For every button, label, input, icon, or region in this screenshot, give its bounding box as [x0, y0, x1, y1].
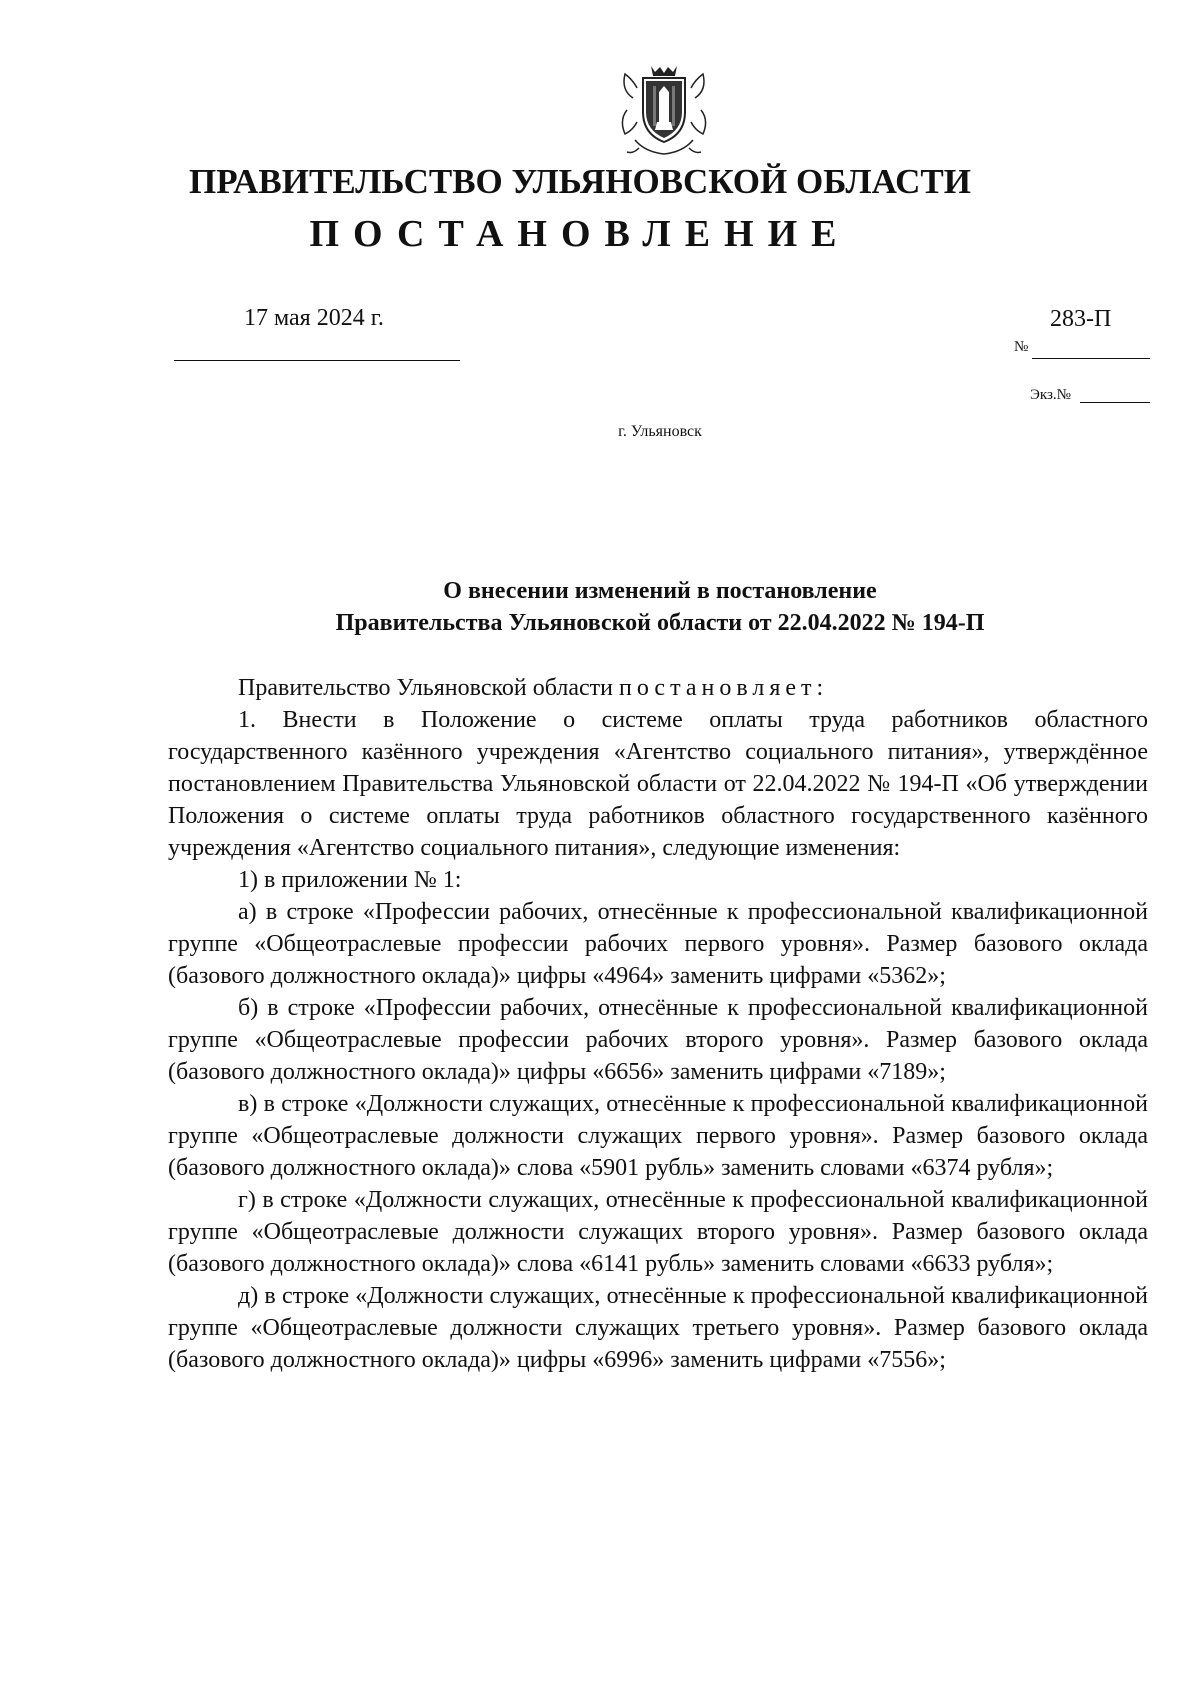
copy-number-underline — [1080, 402, 1150, 403]
subject-line-2: Правительства Ульяновской области от 22.04.2022 № 194-П — [335, 610, 985, 636]
document-subject — [60, 575, 1200, 639]
paragraph-1: 1. Внести в Положение о системе оплаты труда работников областного государственного казённого учреждения «Агентство социального питания», утверждённое постановлением Правительства Ульяновской области от 22.04.2022 № 194-П «Об утверждении Положения о системе оплаты труда работников областного государственного казённого учреждения «Агентство социального питания», следующие изменения: — [168, 707, 1148, 861]
number-underline — [1032, 358, 1150, 359]
paragraph-a: а) в строке «Профессии рабочих, отнесённые к профессиональной квалификационной группе «Общеотраслевые профессии рабочих первого уровня». Размер базового оклада (базового должностного оклада)» цифры «4964» заменить цифрами «5362»; — [168, 899, 1148, 989]
paragraph-v: в) в строке «Должности служащих, отнесённые к профессиональной квалификационной группе «Общеотраслевые должности служащих первого уровня». Размер базового оклада (базового должностного оклада)» слова «5901 рубль» заменить словами «6374 рубля»; — [168, 1091, 1148, 1181]
organization-title: ПРАВИТЕЛЬСТВО УЛЬЯНОВСКОЙ ОБЛАСТИ — [189, 162, 971, 201]
paragraph-b: б) в строке «Профессии рабочих, отнесённые к профессиональной квалификационной группе «Общеотраслевые профессии рабочих второго уровня». Размер базового оклада (базового должностного оклада)» цифры «6656» заменить цифрами «7189»; — [168, 995, 1148, 1085]
intro-text: Правительство Ульяновской области — [238, 675, 619, 701]
intro-paragraph — [168, 672, 1148, 704]
subject-line-1: О внесении изменений в постановление — [443, 578, 877, 604]
document-number: 283-П — [1050, 306, 1112, 332]
intro-verb: постановляет — [618, 675, 817, 701]
document-date: 17 мая 2024 г. — [244, 305, 384, 331]
date-underline — [174, 360, 460, 361]
copy-number-label: Экз.№ — [1030, 387, 1071, 403]
paragraph-1-1: 1) в приложении № 1: — [238, 867, 462, 893]
number-label: № — [1014, 339, 1029, 355]
paragraph-g: г) в строке «Должности служащих, отнесённые к профессиональной квалификационной группе «Общеотраслевые должности служащих второго уровня». Размер базового оклада (базового должностного оклада)» слова «6141 рубль» заменить словами «6633 рубля»; — [168, 1187, 1148, 1277]
document-type-heading: ПОСТАНОВЛЕНИЕ — [309, 213, 851, 255]
coat-of-arms-icon — [613, 60, 715, 160]
document-body — [168, 672, 1148, 1376]
city-name: г. Ульяновск — [618, 423, 702, 440]
paragraph-d: д) в строке «Должности служащих, отнесённые к профессиональной квалификационной группе «Общеотраслевые должности служащих третьего уровня». Размер базового оклада (базового должностного оклада)» цифры «6996» заменить цифрами «7556»; — [168, 1283, 1148, 1373]
intro-colon: : — [816, 675, 824, 701]
